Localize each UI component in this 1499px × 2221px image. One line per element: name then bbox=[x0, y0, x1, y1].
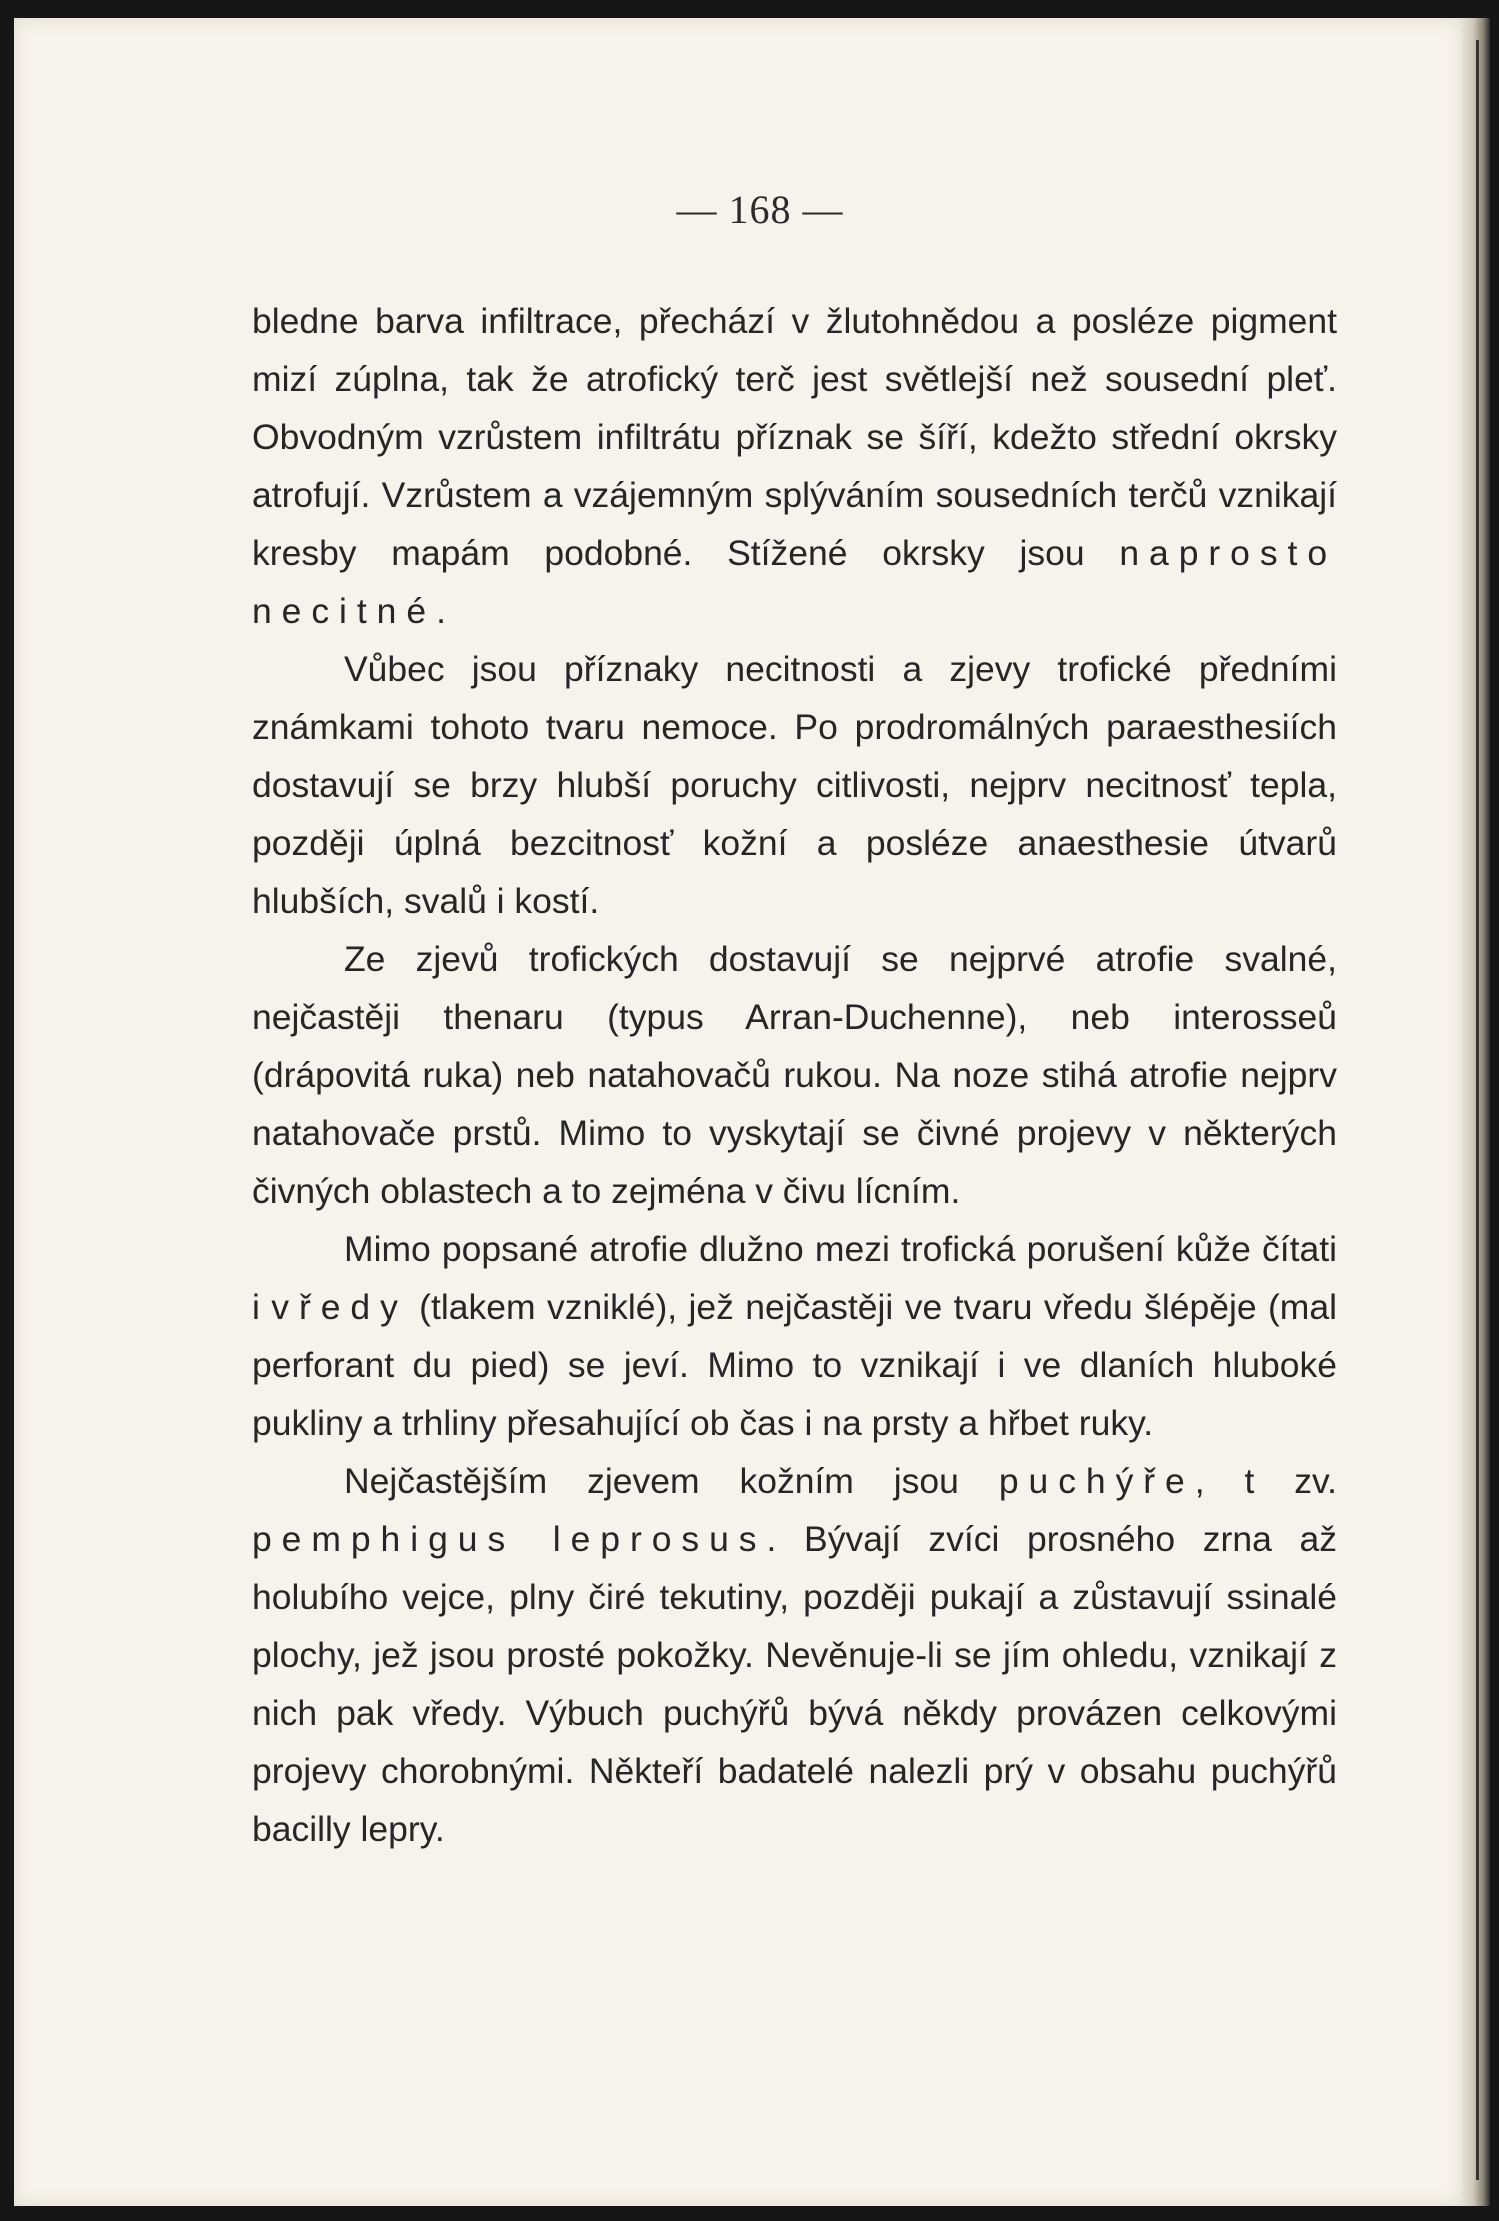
spine-shadow-line bbox=[1476, 40, 1479, 2180]
text-segment: Mimo popsané atrofie dlužno mezi trofická porušení kůže čítati i bbox=[252, 1229, 1337, 1327]
spaced-emphasis: naprosto necitné bbox=[252, 533, 1337, 631]
text-segment: bledne barva infiltrace, přechází v žlutohnědou a posléze pigment mizí zúplna, tak že atrofický terč jest světlejší než sousední pleť. Obvodným vzrůstem infiltrátu příznak se šíří, kdežto střední okrsky atrofují. Vzrůstem a vzájemným splýváním sousedních terčů vznikají kresby mapám podobné. Stížené okrsky jsou bbox=[252, 301, 1337, 573]
text-segment: , t zv. bbox=[1194, 1461, 1337, 1501]
text-segment: . bbox=[436, 591, 446, 631]
spaced-emphasis: puchýře bbox=[998, 1461, 1195, 1501]
paragraph-5 bbox=[252, 1452, 1337, 1858]
paragraph-1 bbox=[252, 292, 1337, 640]
text-segment: Ze zjevů trofických dostavují se nejprvé atrofie svalné, nejčastěji thenaru (typus Arran-Duchenne), neb interosseů (drápovitá ruka) neb natahovačů rukou. Na noze stihá atrofie nejprv natahovače prstů. Mimo to vyskytají se čivné projevy v některých čivných oblastech a to zejména v čivu lícním. bbox=[252, 939, 1337, 1211]
paragraph-2 bbox=[252, 640, 1337, 930]
text-segment: . Bývají zvíci prosného zrna až holubího vejce, plny čiré tekutiny, později pukají a zůstavují ssinalé plochy, jež jsou prosté pokožky. Nevěnuje-li se jím ohledu, vznikají z nich pak vředy. Výbuch puchýřů bývá někdy provázen celkovými projevy chorobnými. Někteří badatelé nalezli prý v obsahu puchýřů bacilly lepry. bbox=[252, 1519, 1338, 1849]
spaced-emphasis: vředy bbox=[271, 1287, 408, 1327]
body-text bbox=[252, 292, 1337, 1858]
text-segment: (tlakem vzniklé), jež nejčastěji ve tvaru vředu šlépěje (mal perforant du pied) se jeví. Mimo to vznikají i ve dlaních hluboké pukliny a trhliny přesahující ob čas i na prsty a hřbet ruky. bbox=[252, 1287, 1337, 1443]
text-segment: Nejčastějším zjevem kožním jsou bbox=[344, 1461, 999, 1501]
page-number: — 168 — bbox=[676, 187, 844, 232]
text-segment: Vůbec jsou příznaky necitnosti a zjevy trofické předními známkami tohoto tvaru nemoce. Po prodromálných paraesthesiích dostavují se brzy hlubší poruchy citlivosti, nejprv necitnosť tepla, později úplná bezcitnosť kožní a posléze anaesthesie útvarů hlubších, svalů i kostí. bbox=[252, 649, 1337, 921]
paragraph-4 bbox=[252, 1220, 1337, 1452]
paragraph-3 bbox=[252, 930, 1337, 1220]
spaced-emphasis: pemphigus leprosus bbox=[252, 1519, 767, 1559]
